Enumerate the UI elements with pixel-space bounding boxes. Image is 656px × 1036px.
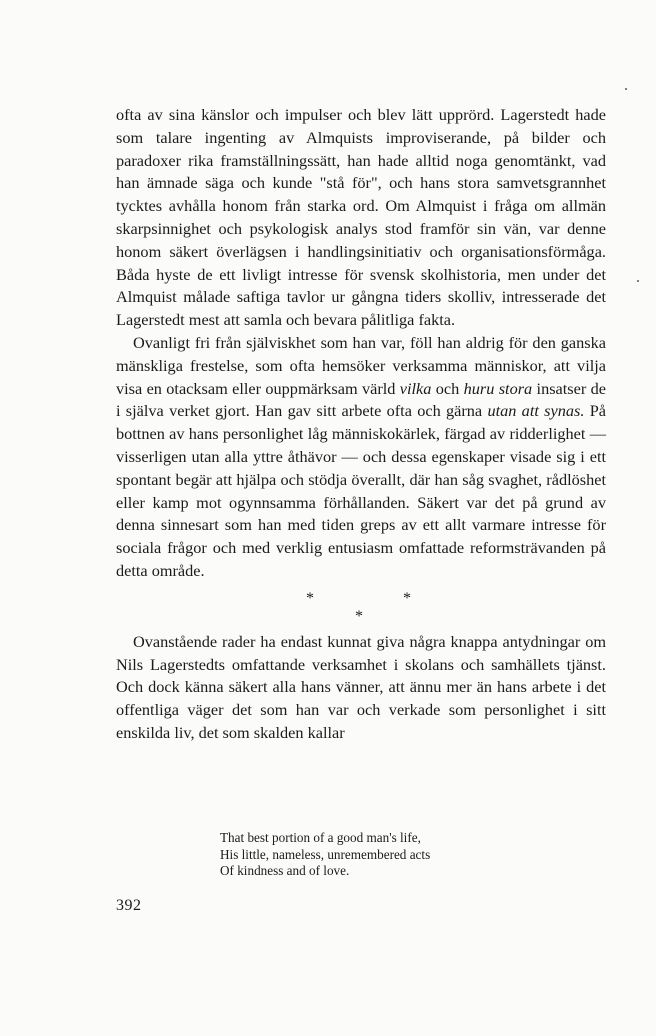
section-break-star: * [355,607,363,625]
paragraph-2-emphasis-3: utan att synas. [487,401,585,421]
poem-line: That best portion of a good man's life, [220,830,421,845]
paragraph-2-text-4: På bottnen av hans personlighet låg människokärlek, färgad av ridderlighet — visserligen utan alla yttre åthävor — och dessa egenskaper visade sig i ett spontant begär att hjälpa och stödja överallt, där han såg svaghet, rådlöshet eller kamp mot ogynnsamma förhållanden. Säkert var det på grund av denna sinnesart som han med tiden greps av ett allt varmare intresse för sociala frågor och med verklig entusiasm omfattade reformsträvanden på detta område. [116,401,606,580]
paragraph-2 [116,332,606,583]
page-number: 392 [116,897,142,914]
paragraph-2-text-1: Ovanligt fri från själviskhet som han var, föll han aldrig för den ganska mänskliga frestelse, som ofta hemsöker verksamma människor, att vilja visa en otacksam eller ouppmärksam värld [116,332,606,398]
section-break-star: * [403,589,411,607]
paragraph-2-emphasis-1: vilka [399,378,432,398]
paragraph-2-text-2: och [431,378,464,398]
section-break-star: * [306,589,314,607]
poem-quote [220,830,430,880]
body-text [116,104,606,745]
poem-line: His little, nameless, unremembered acts [220,846,431,862]
paper-speck [625,88,627,90]
section-break [116,583,606,625]
paper-speck [637,280,639,282]
paragraph-1: ofta av sina känslor och impulser och blev lätt upprörd. Lagerstedt hade som talare ingenting av Almquists improviserande, på bilder och paradoxer rika framställningssätt, han hade alltid noga genomtänkt, vad han ämnade säga och kunde "stå för", och hans stora samvetsgrannhet tycktes avhålla honom från starka ord. Om Almquist i fråga om allmän skarpsinnighet och psykologisk analys stod framför sin vän, var denne honom säkert överlägsen i handlingsinitiativ och organisationsförmåga. Båda hyste de ett livligt intresse för svensk skolhistoria, men under det Almquist målade saftiga tavlor ur gångna tiders skolliv, intresserade det Lagerstedt mest att samla och bevara pålitliga fakta. [116,105,606,330]
poem-line: Of kindness and of love. [220,863,350,879]
paragraph-2-text-3: insatser de i själva verket gjort. Han gav sitt arbete ofta och gärna [116,378,606,421]
paragraph-3: Ovanstående rader ha endast kunnat giva några knappa antydningar om Nils Lagerstedts omfattande verksamhet i skolans och samhällets tjänst. Och dock känna säkert alla hans vänner, att ännu mer än hans arbete i det offentliga väger det som han var och verkade som personlighet i sitt enskilda liv, det som skalden kallar [116,631,606,742]
paragraph-2-emphasis-2: huru stora [463,378,533,398]
